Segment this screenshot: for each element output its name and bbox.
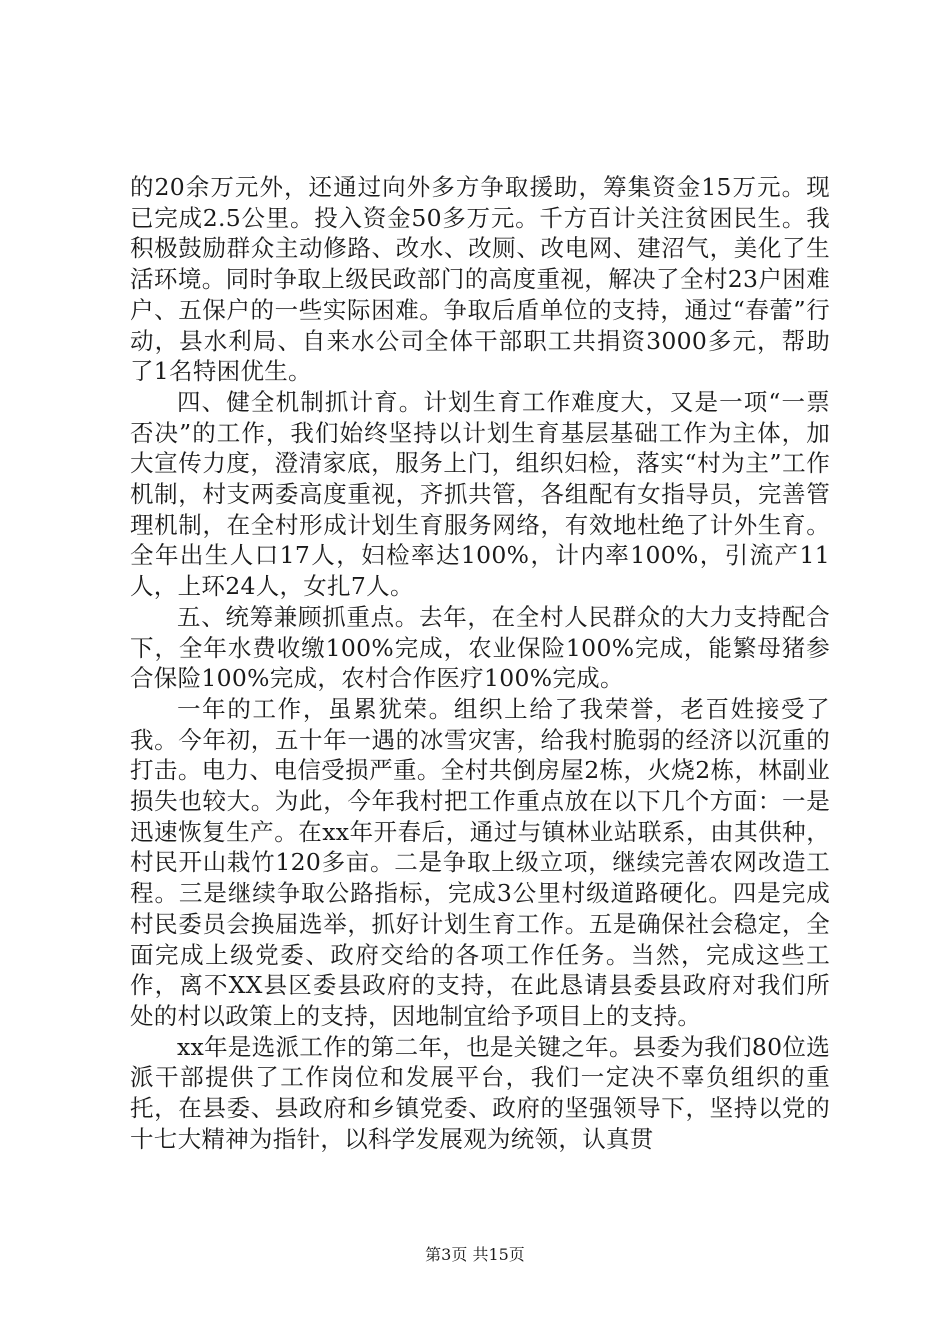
paragraph-5: xx年是选派工作的第二年，也是关键之年。县委为我们80位选派干部提供了工作岗位和发展平台，我们一定决不辜负组织的重托，在县委、县政府和乡镇党委、政府的坚强领导下，坚持以党的十七大精神为指针，以科学发展观为统领，认真贯	[130, 1032, 830, 1153]
paragraph-3: 五、统筹兼顾抓重点。去年，在全村人民群众的大力支持配合下，全年水费收缴100%完成，农业保险100%完成，能繁母猪参合保险100%完成，农村合作医疗100%完成。	[130, 602, 830, 693]
document-body	[130, 172, 830, 1155]
paragraph-2: 四、健全机制抓计育。计划生育工作难度大，又是一项“一票否决”的工作，我们始终坚持以计划生育基层基础工作为主体，加大宣传力度，澄清家底，服务上门，组织妇检，落实“村为主”工作机制，村支两委高度重视，齐抓共管，各组配有女指导员，完善管理机制，在全村形成计划生育服务网络，有效地杜绝了计外生育。全年出生人口17人，妇检率达100%，计内率100%，引流产11人，上环24人，女扎7人。	[130, 387, 830, 601]
paragraph-1: 的20余万元外，还通过向外多方争取援助，筹集资金15万元。现已完成2.5公里。投入资金50多万元。千方百计关注贫困民生。我积极鼓励群众主动修路、改水、改厕、改电网、建沼气，美化了生活环境。同时争取上级民政部门的高度重视，解决了全村23户困难户、五保户的一些实际困难。争取后盾单位的支持，通过“春蕾”行动，县水利局、自来水公司全体干部职工共捐资3000多元，帮助了1名特困优生。	[130, 173, 830, 386]
paragraph-4: 一年的工作，虽累犹荣。组织上给了我荣誉，老百姓接受了我。今年初，五十年一遇的冰雪灾害，给我村脆弱的经济以沉重的打击。电力、电信受损严重。全村共倒房屋2栋，火烧2栋，林副业损失也较大。为此，今年我村把工作重点放在以下几个方面：一是迅速恢复生产。在xx年开春后，通过与镇林业站联系，由其供种，村民开山栽竹120多亩。二是争取上级立项，继续完善农网改造工程。三是继续争取公路指标，完成3公里村级道路硬化。四是完成村民委员会换届选举，抓好计划生育工作。五是确保社会稳定，全面完成上级党委、政府交给的各项工作任务。当然，完成这些工作，离不XX县区委县政府的支持，在此恳请县委县政府对我们所处的村以政策上的支持，因地制宜给予项目上的支持。	[130, 694, 830, 1030]
page-number-footer: 第3页 共15页	[425, 1245, 525, 1264]
